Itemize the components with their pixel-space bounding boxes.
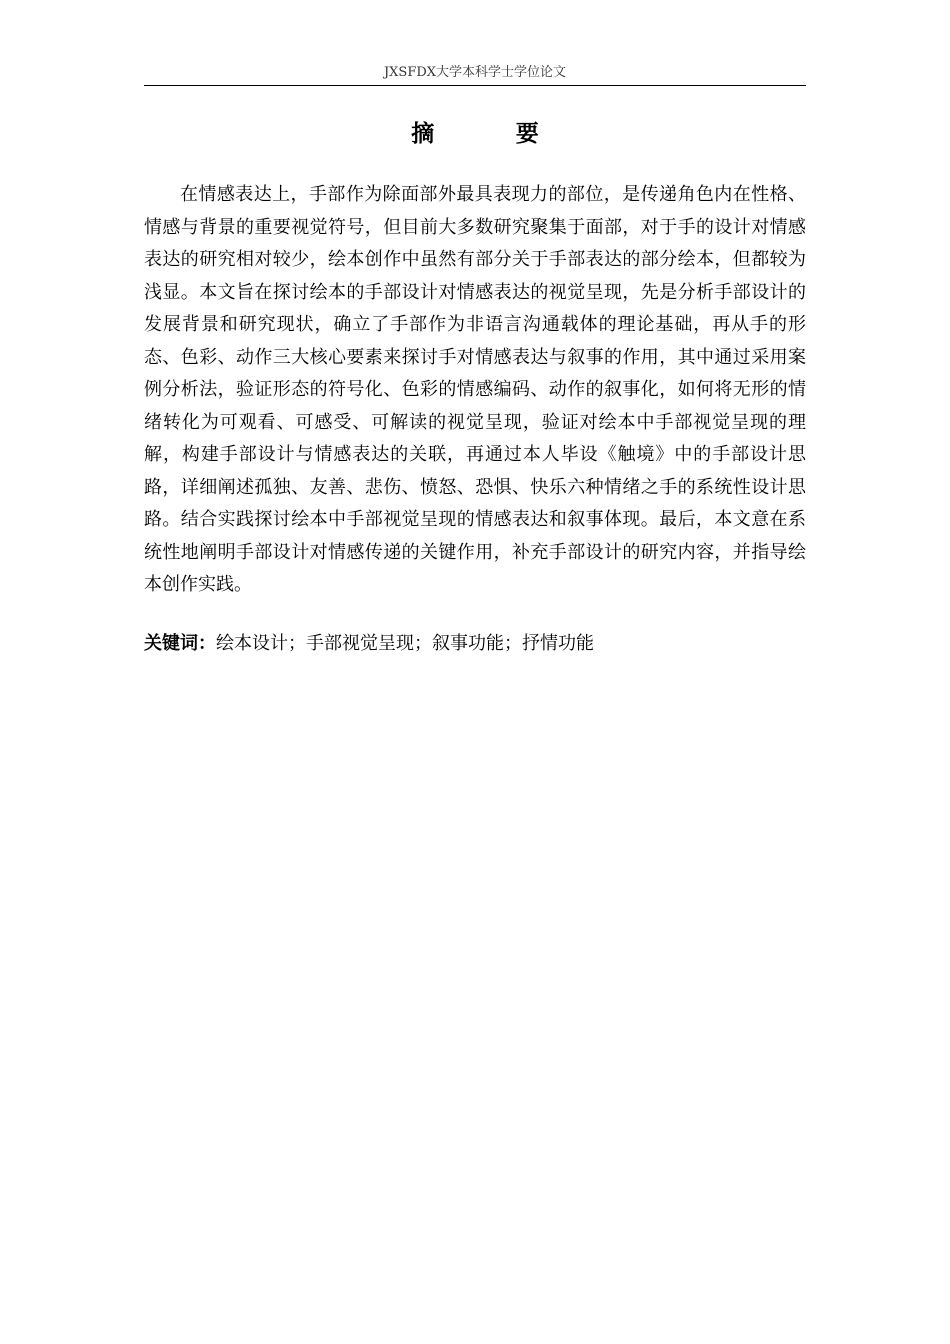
keywords-text: 绘本设计；手部视觉呈现；叙事功能；抒情功能 xyxy=(216,633,594,654)
running-header: JXSFDX大学本科学士学位论文 xyxy=(383,65,567,80)
abstract-title: 摘 要 xyxy=(411,121,576,147)
abstract-body: 在情感表达上，手部作为除面部外最具表现力的部位，是传递角色内在性格、情感与背景的重要视觉符号，但目前大多数研究聚集于面部，对于手的设计对情感表达的研究相对较少，绘本创作中虽然有部分关于手部表达的部分绘本，但都较为浅显。本文旨在探讨绘本的手部设计对情感表达的视觉呈现，先是分析手部设计的发展背景和研究现状，确立了手部作为非语言沟通载体的理论基础，再从手的形态、色彩、动作三大核心要素来探讨手对情感表达与叙事的作用，其中通过采用案例分析法，验证形态的符号化、色彩的情感编码、动作的叙事化，如何将无形的情绪转化为可观看、可感受、可解读的视觉呈现，验证对绘本中手部视觉呈现的理解，构建手部设计与情感表达的关联，再通过本人毕设《触境》中的手部设计思路，详细阐述孤独、友善、悲伤、愤怒、恐惧、快乐六种情绪之手的系统性设计思路。结合实践探讨绘本中手部视觉呈现的情感表达和叙事体现。最后，本文意在系统性地阐明手部设计对情感传递的关键作用，补充手部设计的研究内容，并指导绘本创作实践。 xyxy=(144,184,806,595)
header-rule xyxy=(144,85,806,86)
keywords-line xyxy=(144,628,806,660)
keywords-label: 关键词： xyxy=(144,633,216,654)
